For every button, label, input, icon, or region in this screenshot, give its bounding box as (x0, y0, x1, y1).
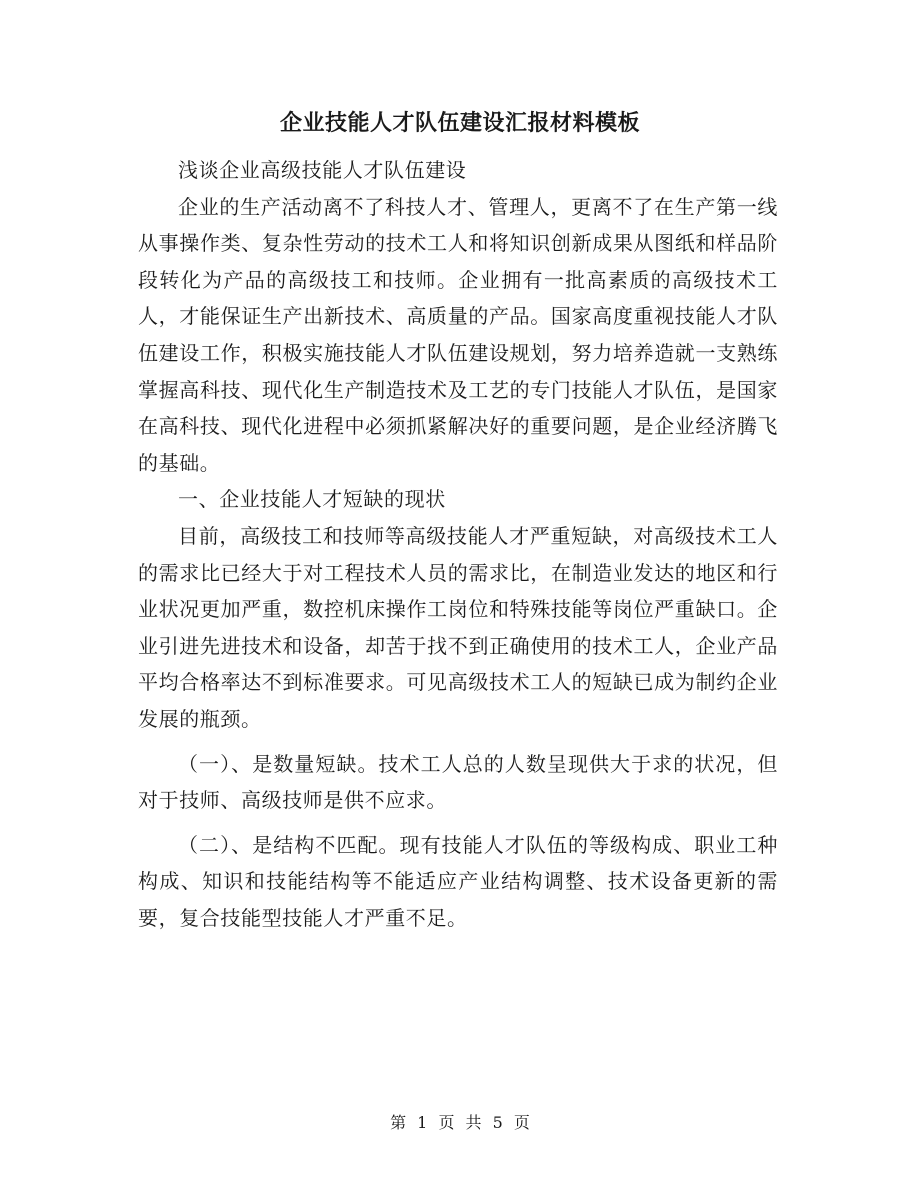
point-two-paragraph: （二）、是结构不匹配。现有技能人才队伍的等级构成、职业工种构成、知识和技能结构等不能适应产业结构调整、技术设备更新的需要，复合技能型技能人才严重不足。 (138, 832, 778, 930)
document-body (138, 152, 778, 936)
page-number-footer: 第 1 页 共 5 页 (390, 1113, 530, 1132)
subtitle-paragraph: 浅谈企业高级技能人才队伍建设 (178, 158, 467, 182)
section-heading: 一、企业技能人才短缺的现状 (178, 487, 446, 512)
document-title: 企业技能人才队伍建设汇报材料模板 (279, 110, 640, 136)
point-one-paragraph: （一）、是数量短缺。技术工人总的人数呈现供大于求的状况，但对于技师、高级技师是供不应求。 (138, 751, 778, 813)
intro-paragraph: 企业的生产活动离不了科技人才、管理人，更离不了在生产第一线从事操作类、复杂性劳动的技术工人和将知识创新成果从图纸和样品阶段转化为产品的高级技工和技师。企业拥有一批高素质的高级技术工人，才能保证生产出新技术、高质量的产品。国家高度重视技能人才队伍建设工作，积极实施技能人才队伍建设规划，努力培养造就一支熟练掌握高科技、现代化生产制造技术及工艺的专门技能人才队伍，是国家在高科技、现代化进程中必须抓紧解决好的重要问题，是企业经济腾飞的基础。 (138, 194, 778, 475)
status-paragraph: 目前，高级技工和技师等高级技能人才严重短缺，对高级技术工人的需求比已经大于对工程技术人员的需求比，在制造业发达的地区和行业状况更加严重，数控机床操作工岗位和特殊技能等岗位严重缺口。企业引进先进技术和设备，却苦于找不到正确使用的技术工人，企业产品平均合格率达不到标准要求。可见高级技术工人的短缺已成为制约企业发展的瓶颈。 (138, 523, 778, 731)
